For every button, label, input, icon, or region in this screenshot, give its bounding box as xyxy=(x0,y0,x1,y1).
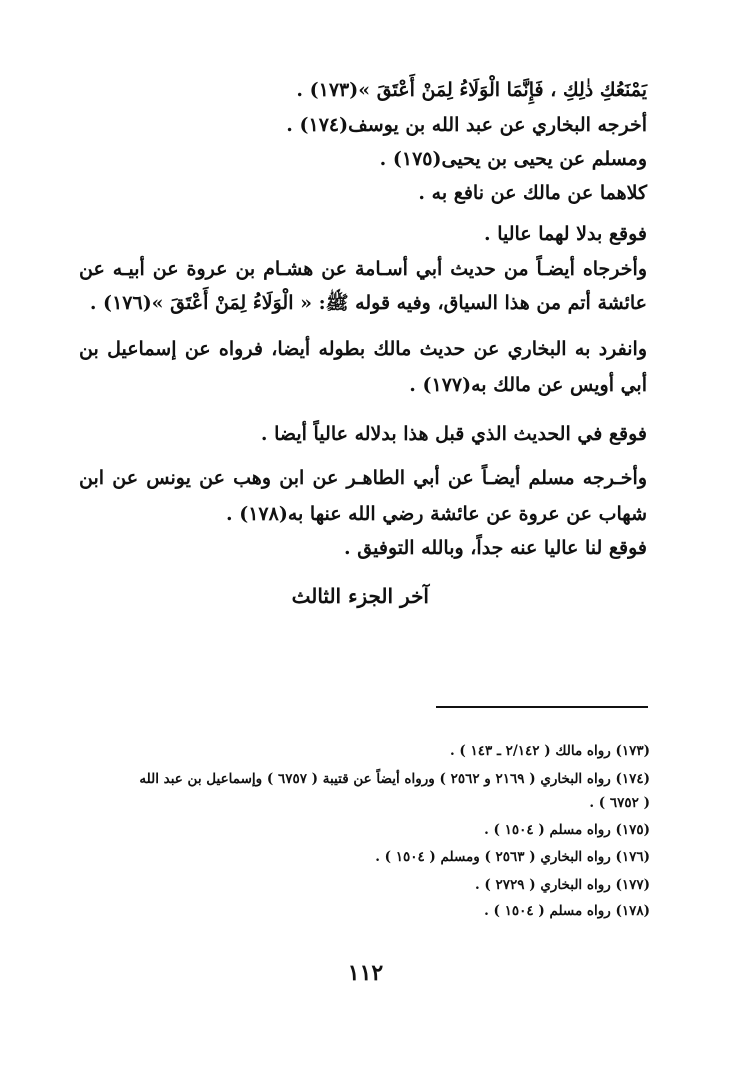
footnote-174: (١٧٤) رواه البخاري ( ٢١٦٩ و ٢٥٦٢ ) ورواه أيضاً عن قتيبة ( ٦٧٥٧ ) وإسماعيل بن عبد الله xyxy=(139,771,650,787)
body-line-6: وأخرجاه أيضـاً من حديث أبي أسـامة عن هشـام بن عروة عن أبيـه عن xyxy=(79,258,647,280)
footnote-176: (١٧٦) رواه البخاري ( ٢٥٦٣ ) ومسلم ( ١٥٠٤ ) . xyxy=(375,849,650,865)
page-number: ١١٢ xyxy=(347,960,384,986)
closing-heading: آخر الجزء الثالث xyxy=(291,584,429,608)
footnote-174-continued: ( ٦٧٥٢ ) . xyxy=(589,795,650,811)
footnote-177: (١٧٧) رواه البخاري ( ٢٧٢٩ ) . xyxy=(475,877,650,893)
body-line-4: كلاهما عن مالك عن نافع به . xyxy=(418,182,647,204)
body-line-3: ومسلم عن يحيى بن يحيى(١٧٥) . xyxy=(379,148,647,170)
body-line-5: فوقع بدلا لهما عاليا . xyxy=(483,223,647,245)
body-line-7: عائشة أتم من هذا السياق، وفيه قوله ﷺ: « الْوَلَاءُ لِمَنْ أَعْتَقَ »(١٧٦) . xyxy=(89,292,647,314)
body-line-9: أبي أويس عن مالك به(١٧٧) . xyxy=(409,374,647,396)
body-line-1: يَمْنَعُكِ ذٰلِكِ ، فَإِنَّمَا الْوَلَاءُ لِمَنْ أَعْتَقَ »(١٧٣) . xyxy=(296,79,647,101)
body-line-2: أخرجه البخاري عن عبد الله بن يوسف(١٧٤) . xyxy=(286,114,647,136)
footnote-178: (١٧٨) رواه مسلم ( ١٥٠٤ ) . xyxy=(484,903,650,919)
footnote-separator xyxy=(436,706,648,708)
footnote-175: (١٧٥) رواه مسلم ( ١٥٠٤ ) . xyxy=(484,822,650,838)
body-line-10: فوقع في الحديث الذي قبل هذا بدلاله عالياً أيضا . xyxy=(260,423,647,445)
body-line-8: وانفرد به البخاري عن حديث مالك بطوله أيضا، فرواه عن إسماعيل بن xyxy=(79,338,647,360)
footnote-173: (١٧٣) رواه مالك ( ٢/١٤٢ ـ ١٤٣ ) . xyxy=(450,743,650,759)
body-line-11: وأخـرجه مسلم أيضـاً عن أبي الطاهـر عن ابن وهب عن يونس عن ابن xyxy=(79,467,647,489)
body-line-12: شهاب عن عروة عن عائشة رضي الله عنها به(١٧٨) . xyxy=(225,503,647,525)
body-line-13: فوقع لنا عاليا عنه جداً، وبالله التوفيق . xyxy=(344,537,647,559)
